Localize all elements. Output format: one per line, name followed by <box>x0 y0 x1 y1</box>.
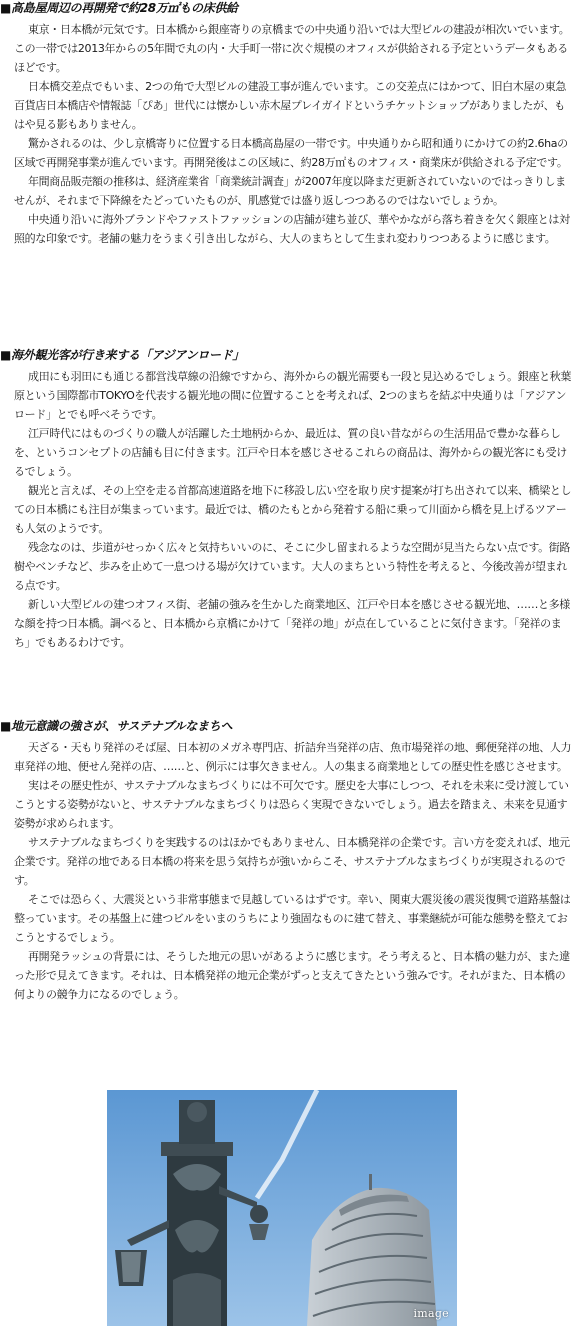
paragraph: 日本橋交差点でもいま、2つの角で大型ビルの建設工事が進んでいます。この交差点にはかつて、旧白木屋の東急百貨店日本橋店や情報誌「ぴあ」世代には懐かしい赤木屋プレイガイドというチケットショップがありましたが、もはや見る影もありません。 <box>14 80 567 131</box>
paragraph: 観光と言えば、その上空を走る首都高速道路を地下に移設し広い空を取り戻す提案が打ち出されて以来、橋梁としての日本橋にも注目が集まっています。最近では、橋のたもとから発着する船に乗って川面から橋を見上げるツアーも人気のようです。 <box>14 484 572 535</box>
paragraph: 成田にも羽田にも通じる都営浅草線の沿線ですから、海外からの観光需要も一段と見込めるでしょう。銀座と秋葉原という国際都市TOKYOを代表する観光地の間に位置することを考えれば、2つのまちを結ぶ中央通りは「アジアンロード」とでも呼べそうです。 <box>14 370 572 421</box>
paragraph: 年間商品販売額の推移は、経済産業省「商業統計調査」が2007年度以降まだ更新されていないのではっきりしませんが、それまで下降線をたどっていたものが、肌感覚では盛り返しつつあるのではないでしょうか。 <box>14 175 566 207</box>
nihonbashi-photo <box>107 1090 457 1326</box>
section-redevelopment <box>0 0 572 248</box>
paragraph: サステナブルなまちづくりを実践するのはほかでもありません、日本橋発祥の企業です。言い方を変えれば、地元企業です。発祥の地である日本橋の将来を思う気持ちが強いからこそ、サステナブルなまちづくりが実現されるのです。 <box>14 836 570 887</box>
section-heading: ■地元意識の強さが、サステナブルなまちへ <box>0 719 233 733</box>
image-watermark: image <box>413 1307 449 1320</box>
paragraph: そこでは恐らく、大震災という非常事態まで見越しているはずです。幸い、関東大震災後の震災復興で道路基盤は整っています。その基盤上に建つビルをいまのうちにより強固なものに建て替え、事業継続が可能な態勢を整えておこうとするでしょう。 <box>14 893 571 944</box>
paragraph: 驚かされるのは、少し京橋寄りに位置する日本橋高島屋の一帯です。中央通りから昭和通りにかけての約2.6haの区域で再開発事業が進んでいます。再開発後はこの区域に、約28万㎡ものオフィス・商業床が供給される予定です。 <box>14 137 568 169</box>
paragraph: 残念なのは、歩道がせっかく広々と気持ちいいのに、そこに少し留まれるような空間が見当たらない点です。街路樹やベンチなど、歩みを止めて一息つける場が欠けています。大人のまちという特性を考えると、今後改善が望まれる点です。 <box>14 541 571 592</box>
paragraph: 中央通り沿いに海外ブランドやファストファッションの店舗が建ち並び、華やかながら落ち着きを欠く銀座とは対照的な印象です。老舗の魅力をうまく引き出しながら、大人のまちとして生まれ変わりつつあるように感じます。 <box>14 213 570 245</box>
paragraph: 江戸時代にはものづくりの職人が活躍した土地柄からか、最近は、質の良い昔ながらの生活用品で豊かな暮らしを、というコンセプトの店舗も目に付きます。江戸や日本を感じさせるこれらの商品は、海外からの観光客にも受けるでしょう。 <box>14 427 567 478</box>
paragraph: 東京・日本橋が元気です。日本橋から銀座寄りの京橋までの中央通り沿いでは大型ビルの建設が相次いでいます。この一帯では2013年からの5年間で丸の内・大手町一帯に次ぐ規模のオフィスが供給される予定というデータもあるほどです。 <box>14 23 570 74</box>
photo-illustration <box>107 1090 457 1326</box>
section-asian-road <box>0 347 572 652</box>
paragraph: 新しい大型ビルの建つオフィス街、老舗の強みを生かした商業地区、江戸や日本を感じさせる観光地、……と多様な顔を持つ日本橋。調べると、日本橋から京橋にかけて「発祥の地」が点在していることに気付きます。「発祥のまち」でもあるわけです。 <box>14 598 570 649</box>
paragraph: 再開発ラッシュの背景には、そうした地元の思いがあるように感じます。そう考えると、日本橋の魅力が、また違った形で見えてきます。それは、日本橋発祥の地元企業がずっと支えてきたという強みです。それがまた、日本橋の何よりの競争力になるのでしょう。 <box>14 950 570 1001</box>
section-heading: ■海外観光客が行き来する「アジアンロード」 <box>0 348 245 362</box>
paragraph: 実はその歴史性が、サステナブルなまちづくりには不可欠です。歴史を大事にしつつ、それを未来に受け渡していこうとする姿勢がないと、サステナブルなまちづくりは恐らく実現できないでしょう。過去を踏まえ、未来を見通す姿勢が求められます。 <box>14 779 569 830</box>
section-heading: ■高島屋周辺の再開発で約28万㎡もの床供給 <box>0 1 238 15</box>
section-sustainable-town <box>0 718 572 1004</box>
paragraph: 天ざる・天もり発祥のそば屋、日本初のメガネ専門店、折詰弁当発祥の店、魚市場発祥の地、郵便発祥の地、人力車発祥の地、便せん発祥の店、……と、例示には事欠きません。人の集まる商業地としての歴史性を感じさせます。 <box>14 741 572 773</box>
